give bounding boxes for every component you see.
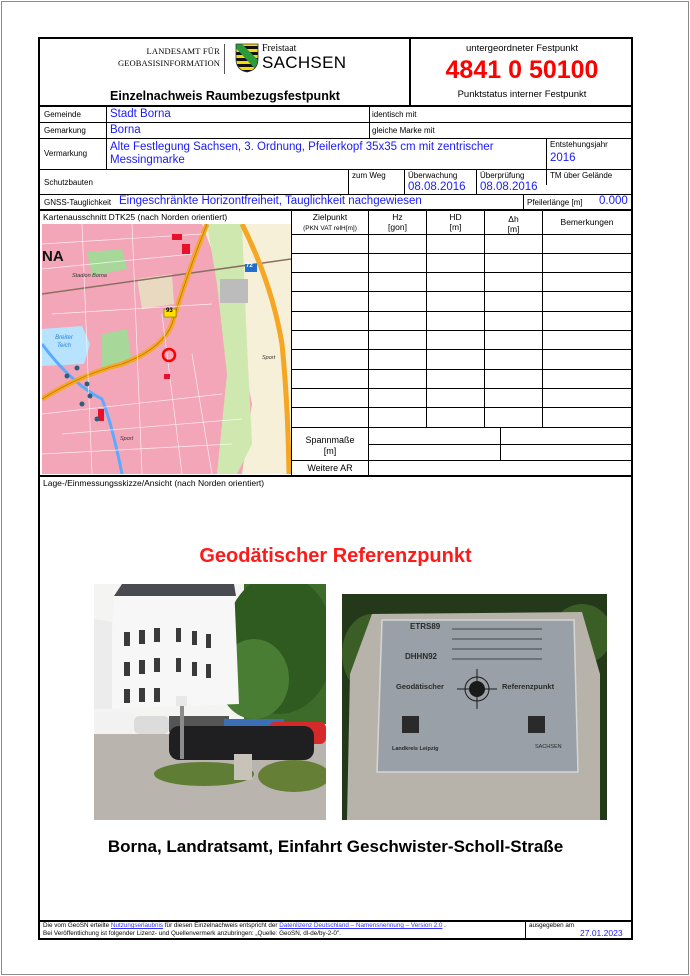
ueberwachung-value: 08.08.2016 — [408, 181, 466, 193]
col-line — [348, 169, 349, 194]
spannmasse-label — [292, 435, 368, 457]
row-line — [291, 253, 631, 254]
pfeilerlaenge-value: 0.000 — [599, 195, 628, 207]
map-sport-label: Sport — [120, 436, 134, 442]
footer-text-post: . — [442, 922, 446, 929]
col-line — [476, 169, 477, 194]
header-hd — [427, 212, 484, 232]
header-hd-line2: [m] — [449, 222, 462, 232]
usage-permission-link[interactable]: Nutzungserlaubnis — [110, 922, 164, 929]
identisch-label: identisch mit — [372, 110, 417, 119]
header-hz — [369, 212, 426, 232]
footer-text-pre: Die vom GeoSN erteilte — [43, 922, 111, 929]
col-line — [523, 194, 524, 209]
gleiche-marke-label: gleiche Marke mit — [372, 126, 435, 135]
col-line — [368, 427, 369, 476]
row-line — [291, 234, 631, 235]
map-a72-label: 72 — [246, 263, 253, 269]
row-line — [368, 444, 631, 445]
header-hd-line1: HD — [449, 212, 462, 222]
header-bemerkungen — [543, 217, 631, 227]
row-line — [291, 272, 631, 273]
col-line — [368, 209, 369, 427]
agency-logo — [100, 45, 220, 69]
vermarkung-value-line1: Alte Festlegung Sachsen, 3. Ordnung, Pfeilerkopf 35x35 cm mit zentrischer — [110, 141, 494, 153]
footer-license-line2: Bei Veröffentlichung ist folgender Lizenz- und Quellenvermerk anzubringen: „Quelle: GeoSN, dl-de/by-2-0". — [43, 930, 341, 937]
col-line — [546, 138, 547, 185]
point-status: Punktstatus interner Festpunkt — [457, 89, 587, 100]
col-line — [484, 209, 485, 427]
logo-divider — [224, 44, 225, 74]
plaque-logo-left: Landkreis Leipzig — [392, 746, 439, 752]
footer-license-line1 — [43, 922, 446, 930]
gemarkung-label: Gemarkung — [44, 126, 86, 135]
header-delta-h — [485, 214, 542, 234]
state-small: Freistaat — [262, 43, 297, 54]
col-line — [369, 107, 370, 139]
vermarkung-label: Vermarkung — [44, 149, 88, 158]
agency-name-line2: GEOBASISINFORMATION — [117, 58, 220, 68]
row-line — [291, 349, 631, 350]
col-line — [106, 107, 107, 139]
header-delta-h-line2: [m] — [507, 224, 520, 234]
map-town-label: NA — [42, 248, 64, 265]
license-link[interactable]: Datenlizenz Deutschland – Namensnennung – Version 2.0 — [279, 922, 443, 929]
footer-divider — [525, 920, 526, 940]
zum-weg-label: zum Weg — [352, 171, 386, 180]
vermarkung-value-line2: Messingmarke — [110, 154, 185, 166]
row-line — [291, 460, 631, 461]
gemarkung-value: Borna — [110, 124, 141, 136]
header-bemerkungen-line1: Bemerkungen — [560, 217, 614, 227]
row-line — [40, 122, 631, 123]
pfeilerlaenge-label: Pfeilerlänge [m] — [527, 198, 583, 207]
plaque-etrs: ETRS89 — [410, 622, 441, 631]
weitere-ar-label: Weitere AR — [307, 463, 353, 473]
state-large: SACHSEN — [262, 53, 347, 72]
schutzbauten-label: Schutzbauten — [44, 178, 93, 187]
map-lake-label: Breiter Teich — [55, 335, 73, 349]
ueberpruefung-value: 08.08.2016 — [480, 181, 538, 193]
header-bottom-rule — [40, 105, 631, 107]
agency-name-line1: LANDESAMT FÜR — [146, 46, 220, 56]
col-line — [542, 209, 543, 427]
col-line — [106, 138, 107, 169]
map-sport-label: Sport — [262, 355, 276, 361]
spannmasse-label-line1: Spannmaße — [305, 435, 355, 445]
row-line — [291, 388, 631, 389]
entstehungsjahr-value: 2016 — [550, 152, 576, 164]
ueberwachung-label: Überwachung — [408, 171, 458, 180]
point-number: 4841 0 50100 — [445, 56, 599, 84]
saxony-coat-of-arms-icon — [235, 43, 259, 73]
gemeinde-label: Gemeinde — [44, 110, 81, 119]
point-category: untergeordneter Festpunkt — [466, 43, 578, 54]
row-line — [291, 311, 631, 312]
tm-gelaende-label: TM über Gelände — [550, 171, 613, 180]
header-zielpunkt-line2: (PKN VAT relH[m]) — [303, 225, 357, 232]
row-line — [291, 330, 631, 331]
ueberpruefung-label: Überprüfung — [480, 171, 525, 180]
photo-survey-marker — [342, 594, 607, 820]
footer-text-mid: für diesen Einzelnachweis entspricht der — [163, 922, 280, 929]
gemeinde-value: Stadt Borna — [110, 108, 171, 120]
row-line — [291, 369, 631, 370]
header-zielpunkt — [292, 212, 368, 234]
header-hz-line2: [gon] — [388, 222, 407, 232]
plaque-left-word: Geodätischer — [396, 682, 444, 691]
document-title: Einzelnachweis Raumbezugsfestpunkt — [110, 89, 340, 103]
header-zielpunkt-line1: Zielpunkt — [312, 212, 348, 222]
document-sheet — [38, 37, 633, 940]
section-rule — [40, 475, 631, 477]
row-line — [291, 291, 631, 292]
row-line — [40, 169, 631, 170]
map-b93-label: 93 — [166, 308, 173, 314]
col-line — [404, 169, 405, 194]
col-line — [426, 209, 427, 427]
spannmasse-label-line2: [m] — [323, 446, 337, 456]
state-logo-text — [262, 43, 346, 72]
map-stadion-label: Stadion Borna — [72, 273, 107, 279]
photo-building — [94, 584, 326, 820]
header-hz-line1: Hz — [392, 212, 403, 222]
issued-label: ausgegeben am — [529, 922, 575, 929]
plaque-dhhn: DHHN92 — [405, 652, 438, 661]
row-line — [291, 407, 631, 408]
sketch-headline: Geodätischer Referenzpunkt — [199, 545, 472, 567]
issued-date: 27.01.2023 — [580, 928, 623, 938]
topographic-map — [42, 224, 291, 474]
gnss-label: GNSS-Tauglichkeit — [44, 198, 112, 207]
sketch-caption: Lage-/Einmessungsskizze/Ansicht (nach Norden orientiert) — [43, 478, 265, 488]
location-caption: Borna, Landratsamt, Einfahrt Geschwister-Scholl-Straße — [107, 837, 564, 856]
gnss-value: Eingeschränkte Horizontfreiheit, Tauglichkeit nachgewiesen — [119, 195, 422, 207]
row-line — [291, 427, 631, 428]
entstehungsjahr-label: Entstehungsjahr — [550, 140, 608, 149]
plaque-logo-right: SACHSEN — [535, 744, 562, 750]
header-delta-h-line1: Δh — [508, 214, 519, 224]
row-line — [40, 138, 631, 139]
plaque-right-word: Referenzpunkt — [502, 682, 555, 691]
map-caption: Kartenausschnitt DTK25 (nach Norden orientiert) — [43, 212, 228, 222]
